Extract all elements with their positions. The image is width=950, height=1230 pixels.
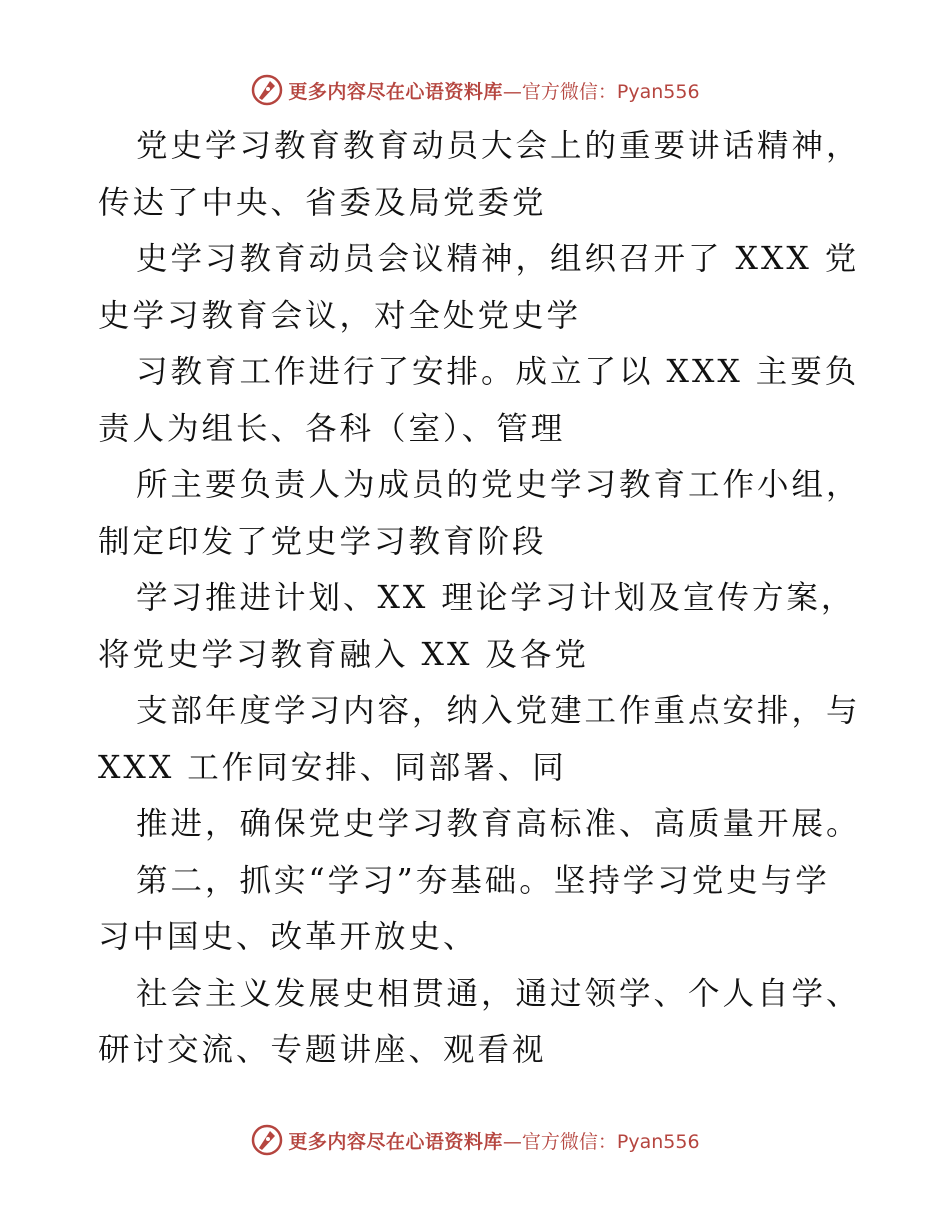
paragraph-first-line: 所主要负责人为成员的党史学习教育工作小组， — [136, 467, 861, 503]
paragraph-continuation-line: 研讨交流、专题讲座、观看视 — [98, 1032, 547, 1068]
paragraph-first-line: 第二，抓实“学习”夯基础。坚持学习党史与学 — [136, 862, 830, 899]
paragraph — [98, 118, 888, 231]
paragraph — [98, 683, 888, 796]
banner-text: 更多内容尽在心语资料库 — [288, 80, 503, 103]
paragraph — [98, 966, 888, 1079]
paragraph-continuation-line: XXX 工作同安排、同部署、同 — [98, 749, 567, 786]
paragraph-first-line: 推进，确保党史学习教育高标准、高质量开展。 — [136, 806, 861, 842]
paragraph-first-line: 支部年度学习内容，纳入党建工作重点安排，与 — [136, 693, 861, 729]
pen-nib-logo-icon — [250, 73, 284, 107]
paragraph-continuation-line: 责人为组长、各科（室）、管理 — [98, 410, 566, 447]
paragraph-first-line: 习教育工作进行了安排。成立了以 XXX 主要负 — [136, 354, 860, 390]
footer-banner — [0, 1120, 950, 1160]
paragraph-first-line: 学习推进计划、XX 理论学习计划及宣传方案， — [136, 580, 856, 616]
paragraph-continuation-line: 将党史学习教育融入 XX 及各党 — [98, 636, 589, 673]
paragraph — [98, 457, 888, 570]
banner-wechat-id: —官方微信：Pyan556 — [502, 1130, 700, 1153]
paragraph — [98, 853, 888, 966]
document-body — [98, 118, 888, 1079]
paragraph-continuation-line: 传达了中央、省委及局党委党 — [98, 184, 547, 221]
banner-wechat-id: —官方微信：Pyan556 — [502, 80, 700, 103]
paragraph — [98, 796, 888, 853]
paragraph-first-line: 史学习教育动员会议精神，组织召开了 XXX 党 — [136, 241, 860, 277]
header-banner — [0, 70, 950, 110]
pen-nib-logo-icon — [250, 1123, 284, 1157]
banner-text: 更多内容尽在心语资料库 — [288, 1130, 503, 1153]
paragraph-continuation-line: 史学习教育会议，对全处党史学 — [98, 297, 582, 334]
paragraph — [98, 344, 888, 457]
paragraph-first-line: 社会主义发展史相贯通，通过领学、个人自学、 — [136, 975, 861, 1012]
paragraph-continuation-line: 习中国史、改革开放史、 — [98, 919, 478, 955]
paragraph-first-line: 党史学习教育教育动员大会上的重要讲话精神， — [136, 128, 861, 164]
paragraph — [98, 570, 888, 683]
paragraph — [98, 231, 888, 344]
paragraph-continuation-line: 制定印发了党史学习教育阶段 — [98, 523, 547, 560]
